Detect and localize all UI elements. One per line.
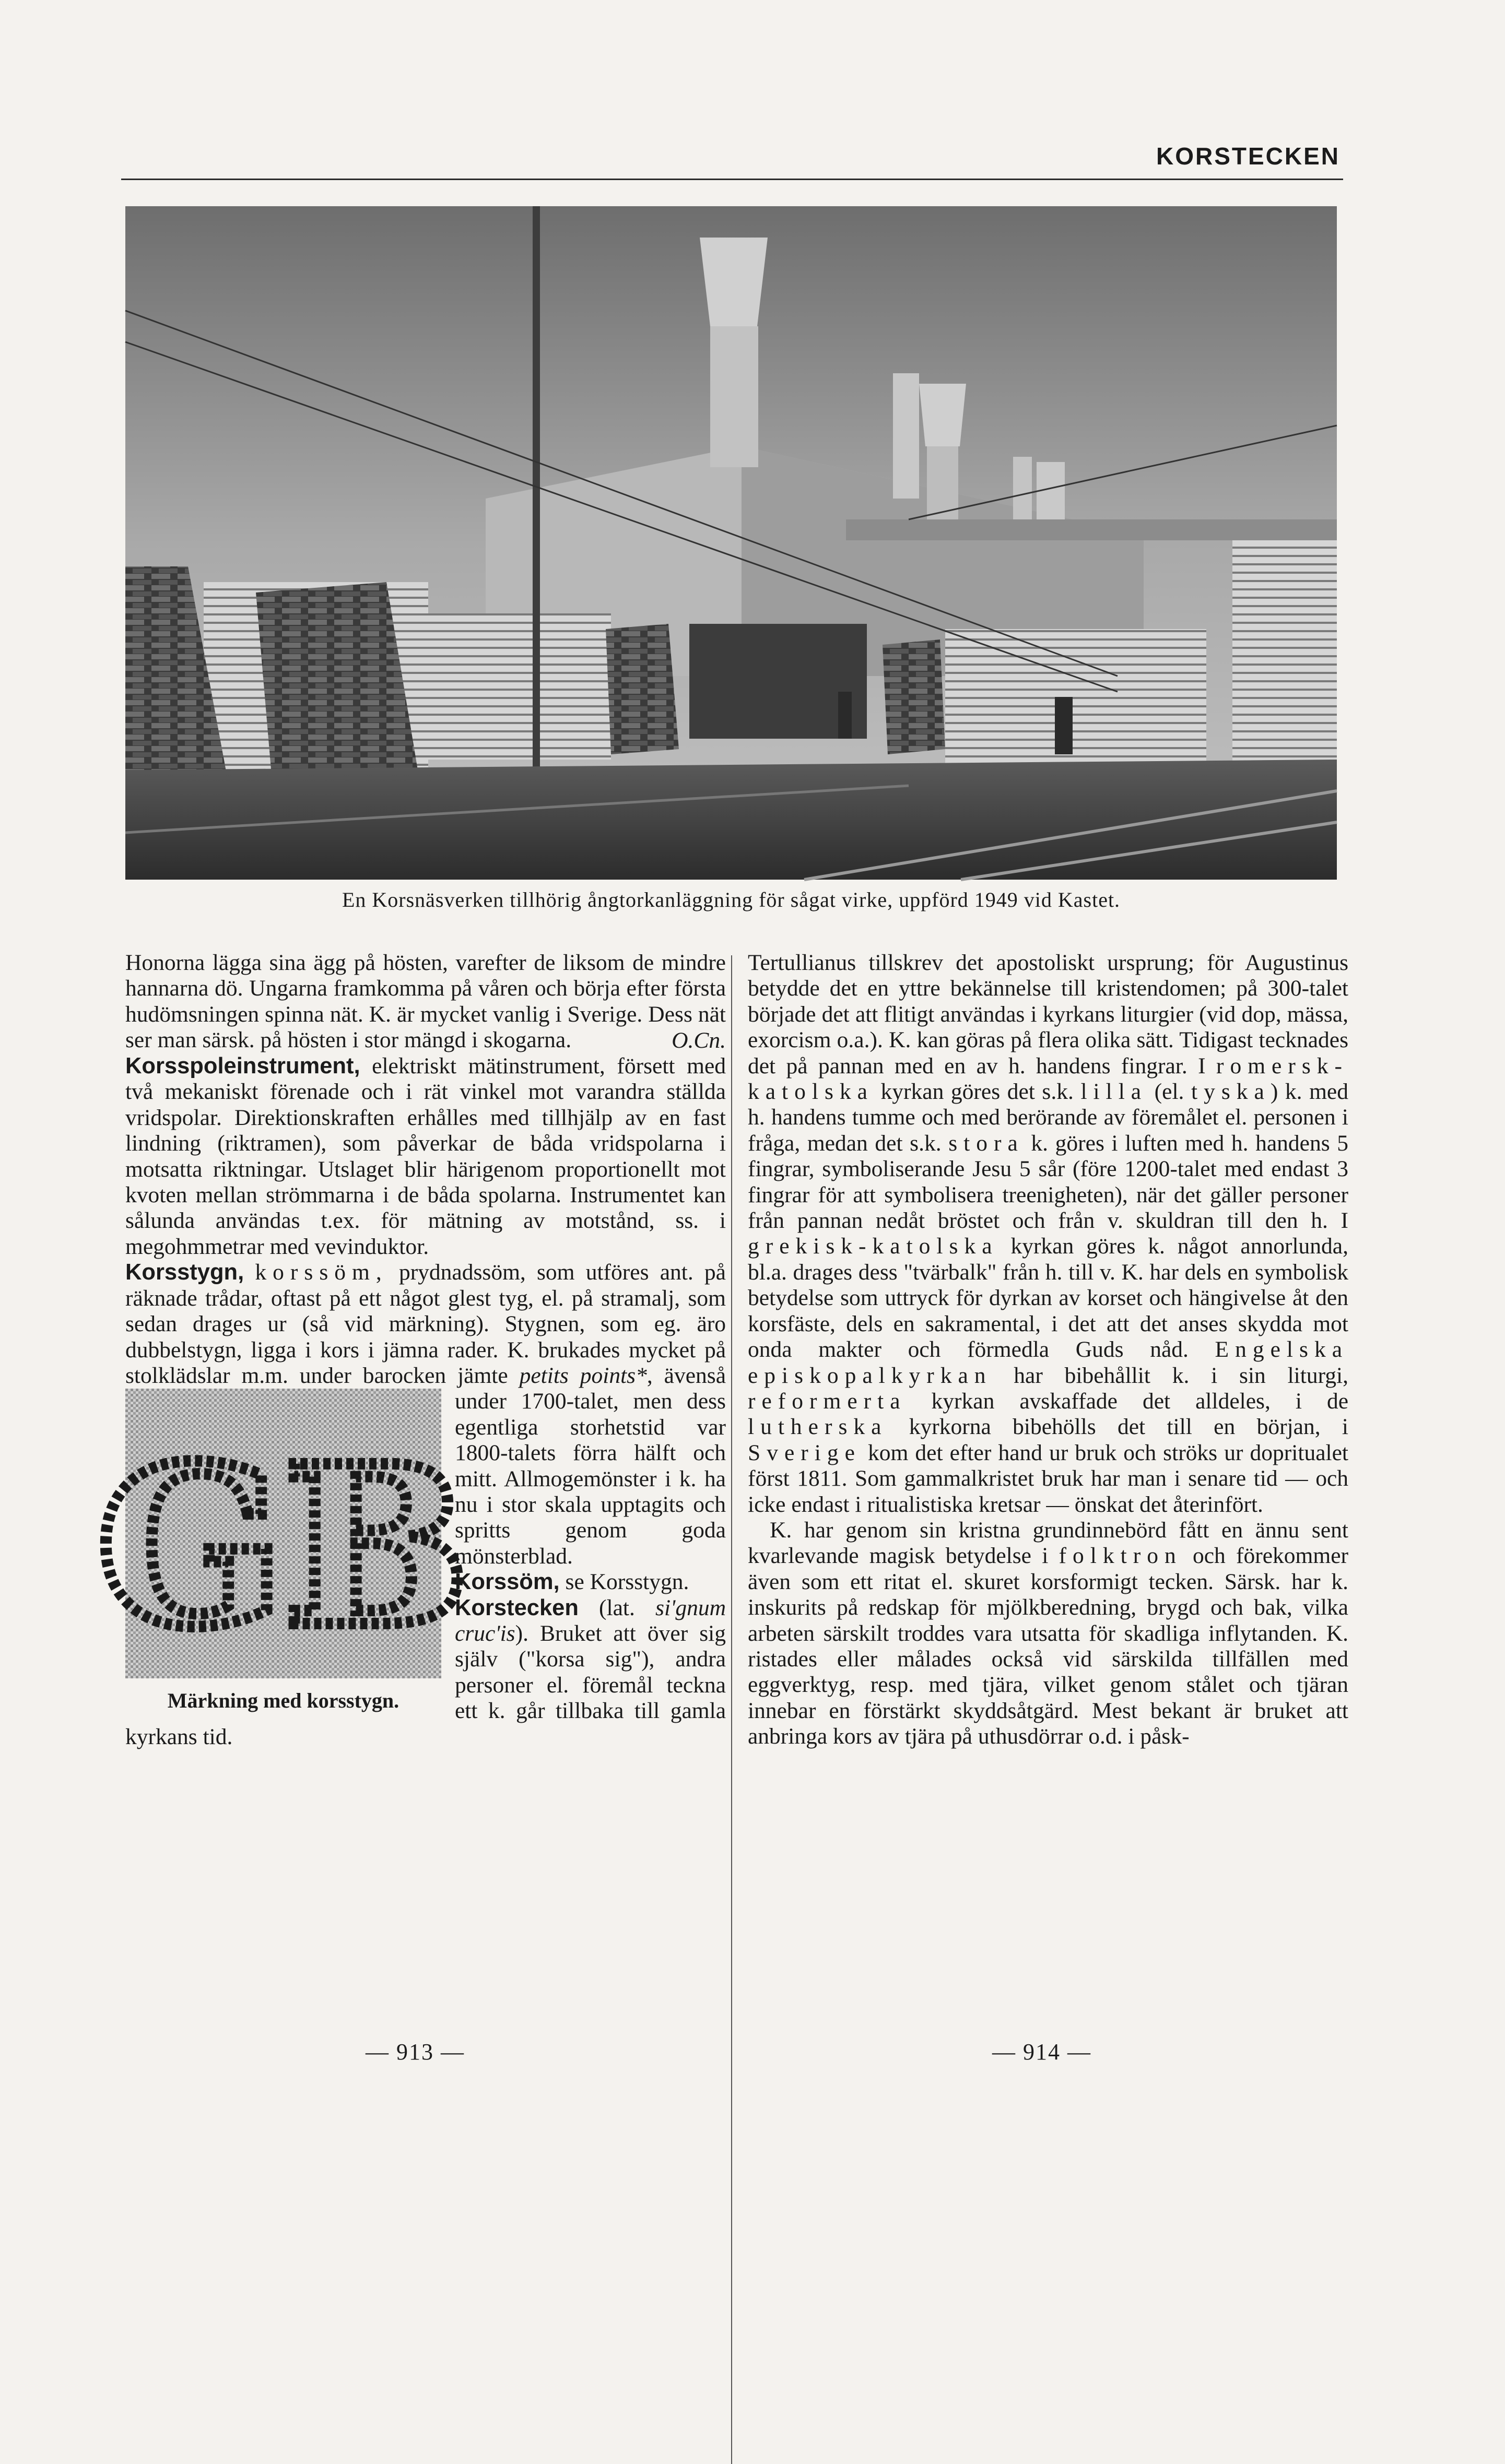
running-header: KORSTECKEN — [1156, 143, 1340, 170]
headword: Korstecken — [455, 1595, 579, 1620]
header-rule — [121, 179, 1343, 180]
page-number-right: — 914 — — [992, 2039, 1091, 2065]
cross-stitch-image — [97, 1389, 469, 1678]
headword: Korsspoleinstrument, — [125, 1053, 360, 1079]
entry-korstecken-folktro: K. har genom sin kristna grundinnebörd fått en ännu sent kvarlevande magisk betydelse i folktron och förekommer även som ett ritat el. skuret korsformigt tecken. Särsk. har k. inskurits på redskap för mjölkberedning, brygd och bak, vilka arbeten särskilt troddes vara utsatta för skadliga inflytanden. K. ristades eller målades också vid särskilda tillfällen med eggverktyg, resp. med tjära, vilket genom stålet och tjäran innebar en förstärkt skyddsåtgärd. Mest bekant är bruket att anbringa kors av tjära på uthusdörrar o.d. i påsk- — [748, 1517, 1348, 1749]
photo-caption: En Korsnäsverken tillhörig ångtorkanläggning för sågat virke, uppförd 1949 vid Kastet. — [342, 888, 1121, 911]
page-number-left: — 913 — — [366, 2039, 465, 2065]
author-signature: O.Cn. — [672, 1027, 726, 1053]
figure-caption: Märkning med korsstygn. — [167, 1688, 399, 1712]
headword: Korssöm, — [455, 1569, 560, 1595]
entry-korstecken: Korstecken (lat. si'gnum cruc'is). Bruket att över sig själv ("korsa sig"), andra personer el. föremål teckna ett k. går tillbaka till gamla kyrkans tid. — [125, 1595, 726, 1749]
left-column — [97, 950, 726, 1750]
cross-stitch-figure — [97, 1389, 469, 1713]
entry-korsspoleinstrument: Korsspoleinstrument, elektriskt mätinstrument, försett med två mekaniskt förenade och i rät vinkel mot varandra ställda vridspolar. Direktionskraften erhålles med tillhjälp av en fast lindning (riktramen), som påverkar de båda vridspolarna i motsatta riktningar. Utslaget blir härigenom proportionellt mot kvoten mellan strömmarna i de båda spolarna. Instrumentet kan sålunda användas t.ex. för mätning av motstånd, ss. i megohmmetrar med vevinduktor. — [125, 1053, 726, 1259]
headword: Korsstygn, — [125, 1260, 244, 1285]
drying-plant-photo — [125, 206, 1337, 880]
gb-monogram: GB — [97, 1418, 469, 1676]
right-column — [748, 950, 1348, 1750]
column-divider — [731, 955, 732, 2464]
entry-korsspindel-end: Honorna lägga sina ägg på hösten, varefter de liksom de mindre hannarna dö. Ungarna framkomma på våren och börja efter första hudömsningen spinna nät. K. är mycket vanlig i Sverige. Dess nät ser man särsk. på hösten i stor mängd i skogarna. O.Cn. — [125, 950, 726, 1053]
entry-korssom: Korssöm, se Korsstygn. — [455, 1569, 689, 1595]
entry-korsstygn: Korsstygn, korssöm, prydnadssöm, som utföres ant. på räknade trådar, oftast på ett något glest tyg, el. på stramalj, som sedan drages ur (så vid märkning). Stygnen, som eg. äro dubbelstygn, ligga i kors i jämna rader. K. brukades mycket på stolklädslar m.m. under barocken jämte GB Märkning med korsstygn. petits points*, ävenså under 1700-talet, men dess egentliga storhetstid var 1800-talets förra hälft och mitt. Allmogemönster i k. ha nu i stor skala upptagits och spritts genom goda mönsterblad. — [125, 1260, 726, 1569]
entry-korstecken-cont: Tertullianus tillskrev det apostoliskt ursprung; för Augustinus betydde det en yttre bekännelse till kristendomen; på 300-talet började det att flitigt användas i kyrkans liturgier (vid dop, mässa, exorcism o.a.). K. kan göras på flera olika sätt. Tidigast tecknades det på pannan med en av h. handens fingrar. I romersk-katolska kyrkan göres det s.k. lilla (el. tyska) k. med h. handens tumme och med berörande av föremålet el. personen i fråga, medan det s.k. stora k. göres i luften med h. handens 5 fingrar, symboliserande Jesu 5 sår (före 1200-talet med endast 3 fingrar för att symbolisera treenigheten), när det gäller personer från pannan nedåt bröstet och från v. skuldran till den h. I grekisk-katolska kyrkan göres k. något annorlunda, bl.a. drages dess "tvärbalk" från h. till v. K. har dels en symbolisk betydelse som uttryck för dyrkan av korset och hängivelse åt den korsfäste, dels en sakramental, i det att det anses skydda mot onda makter och förmedla Guds nåd. Engelska episkopalkyrkan har bibehållit k. i sin liturgi, reformerta kyrkan avskaffade det alldeles, i de lutherska kyrkorna bibehölls det till en början, i Sverige kom det efter hand ur bruk och ströks ur dopritualet först 1811. Som gammalkristet bruk har man i senare tid — och icke endast i ritualistiska kretsar — önskat det återinfört. — [748, 950, 1348, 1517]
